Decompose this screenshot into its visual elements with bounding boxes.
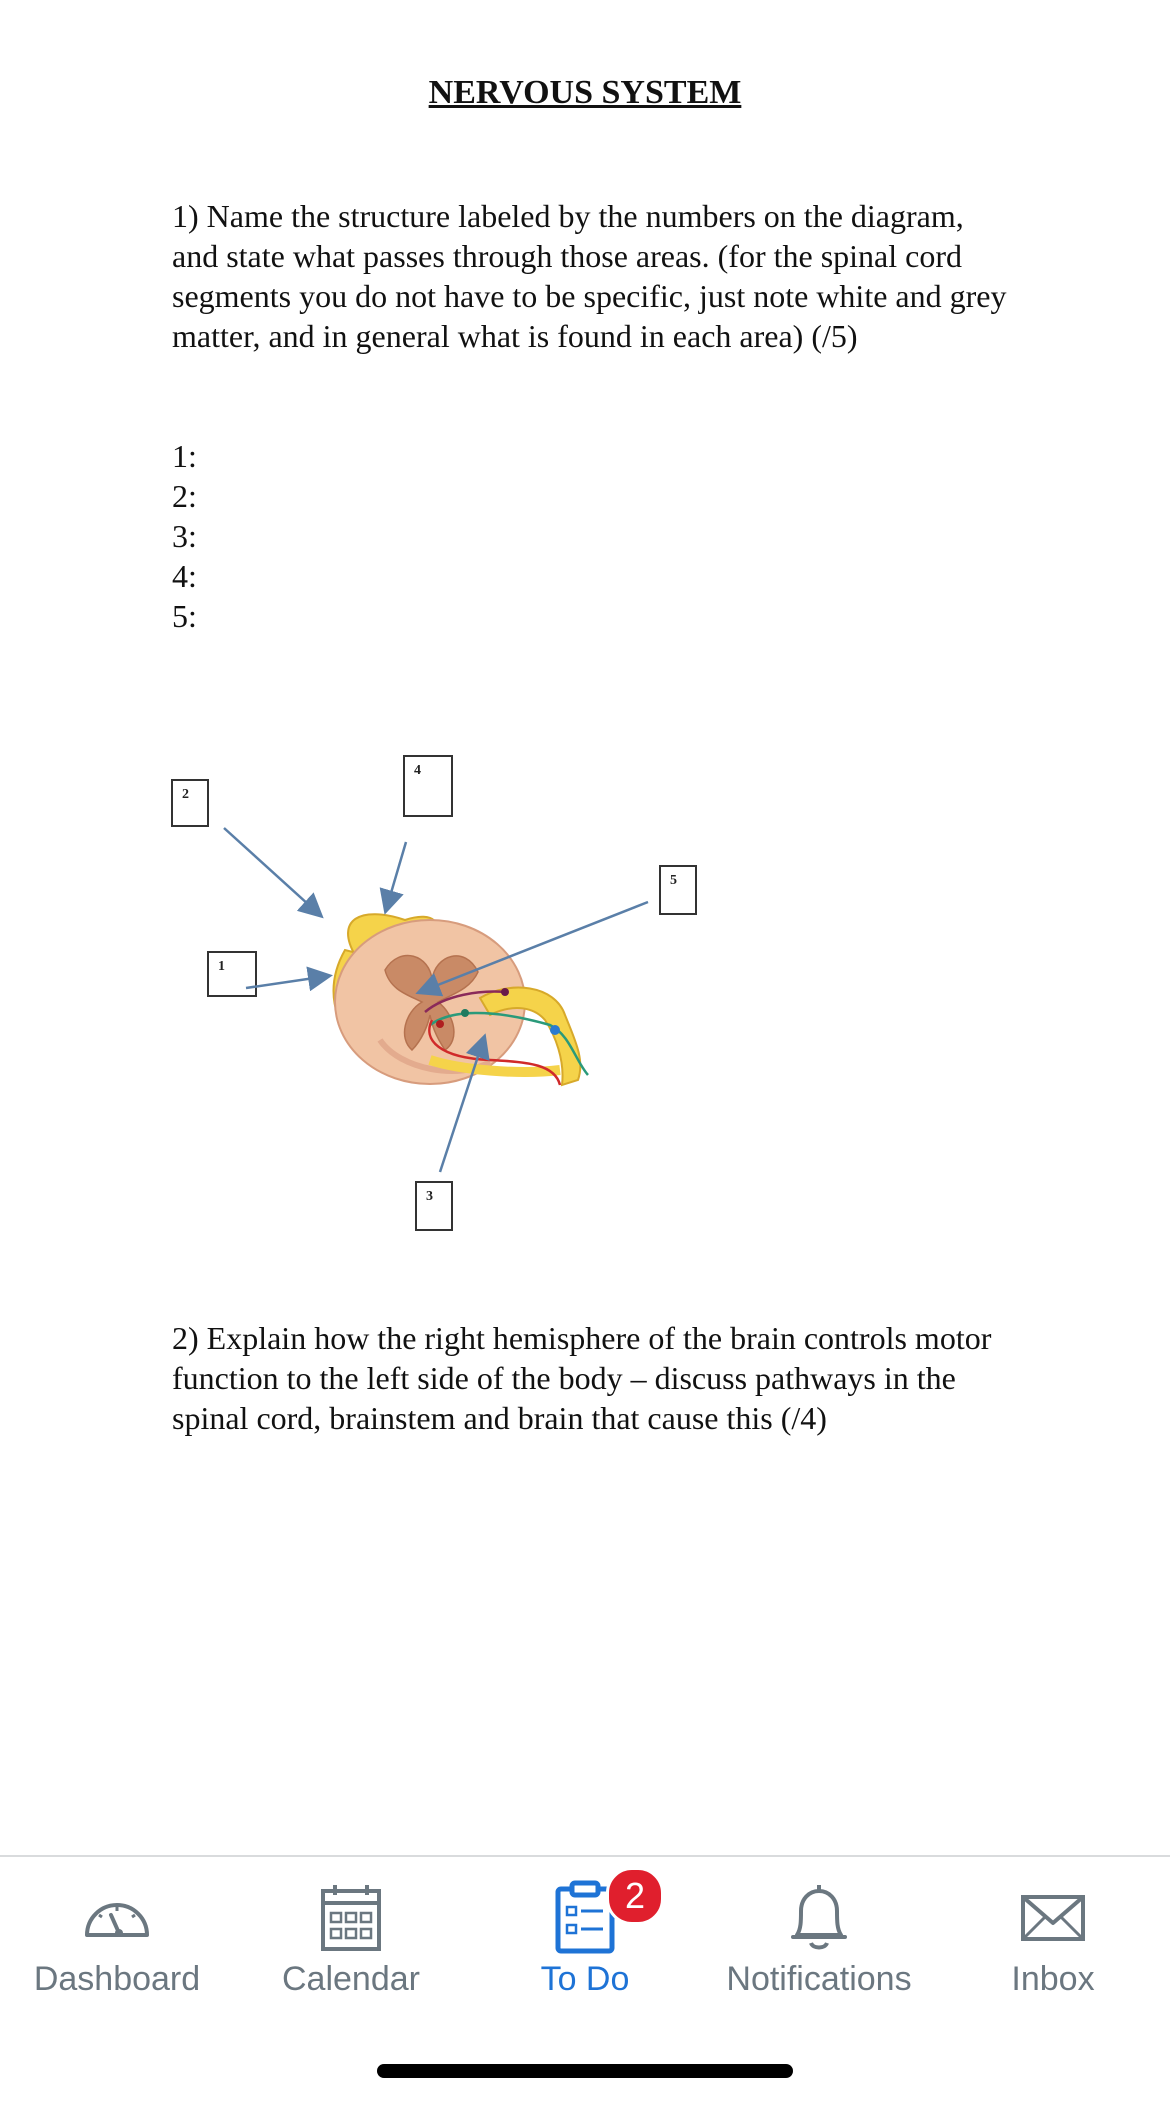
document-title: NERVOUS SYSTEM: [428, 74, 742, 111]
label-1: 1: [218, 959, 225, 974]
inbox-icon: [1013, 1877, 1093, 1957]
answer-line-1: 1:: [172, 438, 197, 474]
label-box-3: [416, 1182, 452, 1230]
neuron-body-green: [461, 1009, 469, 1017]
tab-todo[interactable]: [468, 1857, 702, 2007]
label-2: 2: [182, 787, 189, 802]
question-1: 1) Name the structure labeled by the numbers on the diagram, and state what passes through those areas. (for the spinal cord segments you do not have to be specific, just note white and grey matter, and in general what is found in each area) (/5): [172, 198, 1007, 354]
tab-notifications[interactable]: [702, 1857, 936, 2007]
neuron-body-red: [436, 1020, 444, 1028]
todo-badge: 2: [606, 1867, 664, 1925]
label-5: 5: [670, 873, 677, 888]
dashboard-icon: [77, 1877, 157, 1957]
label-4: 4: [414, 763, 421, 778]
arrow-2: [224, 828, 320, 915]
tab-dashboard[interactable]: [0, 1857, 234, 2007]
tab-inbox-label: Inbox: [1011, 1960, 1095, 1998]
calendar-icon: [311, 1877, 391, 1957]
answer-list: [172, 436, 197, 636]
label-box-5: [660, 866, 696, 914]
label-3: 3: [426, 1189, 433, 1204]
answer-line-5: 5:: [172, 598, 197, 634]
tab-inbox[interactable]: [936, 1857, 1170, 2007]
spinal-cord-diagram: [160, 740, 720, 1240]
neuron-body-purple: [501, 988, 509, 996]
bell-icon: [779, 1877, 859, 1957]
label-box-2: [172, 780, 208, 826]
tab-dashboard-label: Dashboard: [33, 1960, 201, 1998]
label-box-4: [404, 756, 452, 816]
label-box-1: [208, 952, 256, 996]
tab-calendar-label: Calendar: [282, 1960, 420, 1998]
tab-notifications-label: Notifications: [726, 1960, 912, 1998]
home-indicator[interactable]: [377, 2064, 793, 2078]
arrow-4: [386, 842, 406, 910]
spinal-cord-illustration: [160, 740, 720, 1240]
ganglion-dot: [550, 1025, 560, 1035]
question-2: 2) Explain how the right hemisphere of the brain controls motor function to the left side of the body – discuss pathways in the spinal cord, brainstem and brain that cause this (/4): [172, 1320, 992, 1436]
answer-line-3: 3:: [172, 518, 197, 554]
answer-line-4: 4:: [172, 558, 197, 594]
answer-line-2: 2:: [172, 478, 197, 514]
tab-calendar[interactable]: [234, 1857, 468, 2007]
arrow-1: [246, 976, 328, 988]
tab-todo-label: To Do: [540, 1960, 630, 1998]
